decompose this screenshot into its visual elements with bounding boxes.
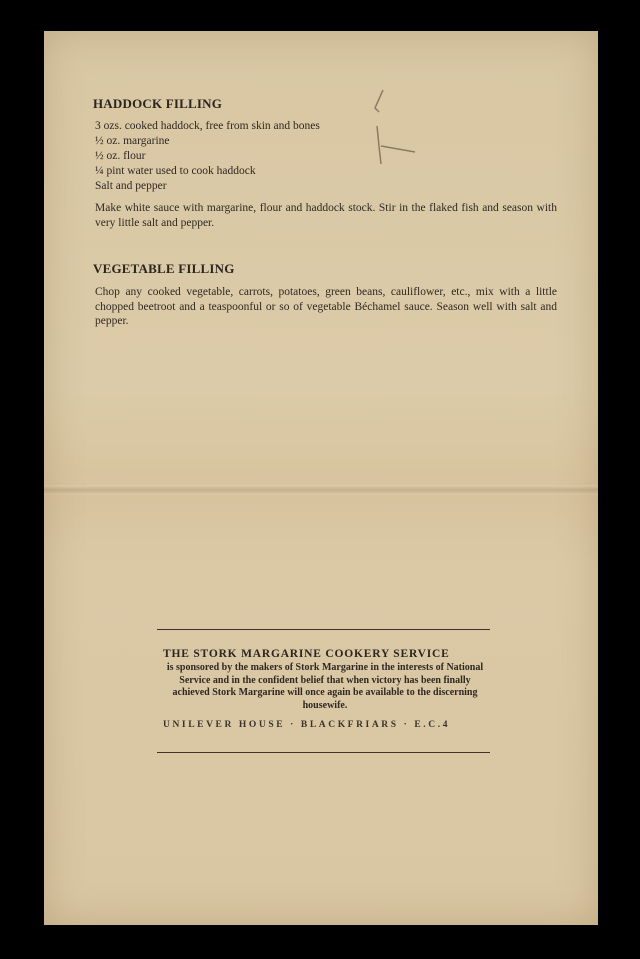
footer-address: UNILEVER HOUSE · BLACKFRIARS · E.C.4	[163, 720, 451, 730]
haddock-ingredient-1: 3 ozs. cooked haddock, free from skin and bones	[95, 120, 320, 132]
vegetable-method: Chop any cooked vegetable, carrots, potatoes, green beans, cauliflower, etc., mix with a little chopped beetroot and a teaspoonful or so of vegetable Béchamel sauce. Season well with salt and pepper.	[95, 286, 557, 327]
haddock-ingredient-2: ½ oz. margarine	[95, 135, 170, 147]
footer-text: is sponsored by the makers of Stork Margarine in the interests of National Service and in the confident belief that when victory has been finally achieved Stork Margarine will once again be available to the discerning housewife.	[166, 662, 484, 711]
haddock-ingredient-5: Salt and pepper	[95, 180, 167, 192]
recipe-leaflet	[44, 31, 598, 925]
haddock-ingredient-3: ½ oz. flour	[95, 150, 146, 162]
haddock-ingredient-4: ¼ pint water used to cook haddock	[95, 165, 256, 177]
vegetable-filling-title: VEGETABLE FILLING	[93, 261, 235, 276]
tear-mark	[369, 86, 419, 191]
footer-top-rule	[157, 629, 490, 630]
haddock-method: Make white sauce with margarine, flour and haddock stock. Stir in the flaked fish and season with very little salt and pepper.	[95, 202, 557, 229]
footer-bottom-rule	[157, 752, 490, 753]
paper-fold	[44, 485, 598, 495]
footer-title: THE STORK MARGARINE COOKERY SERVICE	[163, 648, 450, 660]
haddock-filling-title: HADDOCK FILLING	[93, 96, 223, 111]
